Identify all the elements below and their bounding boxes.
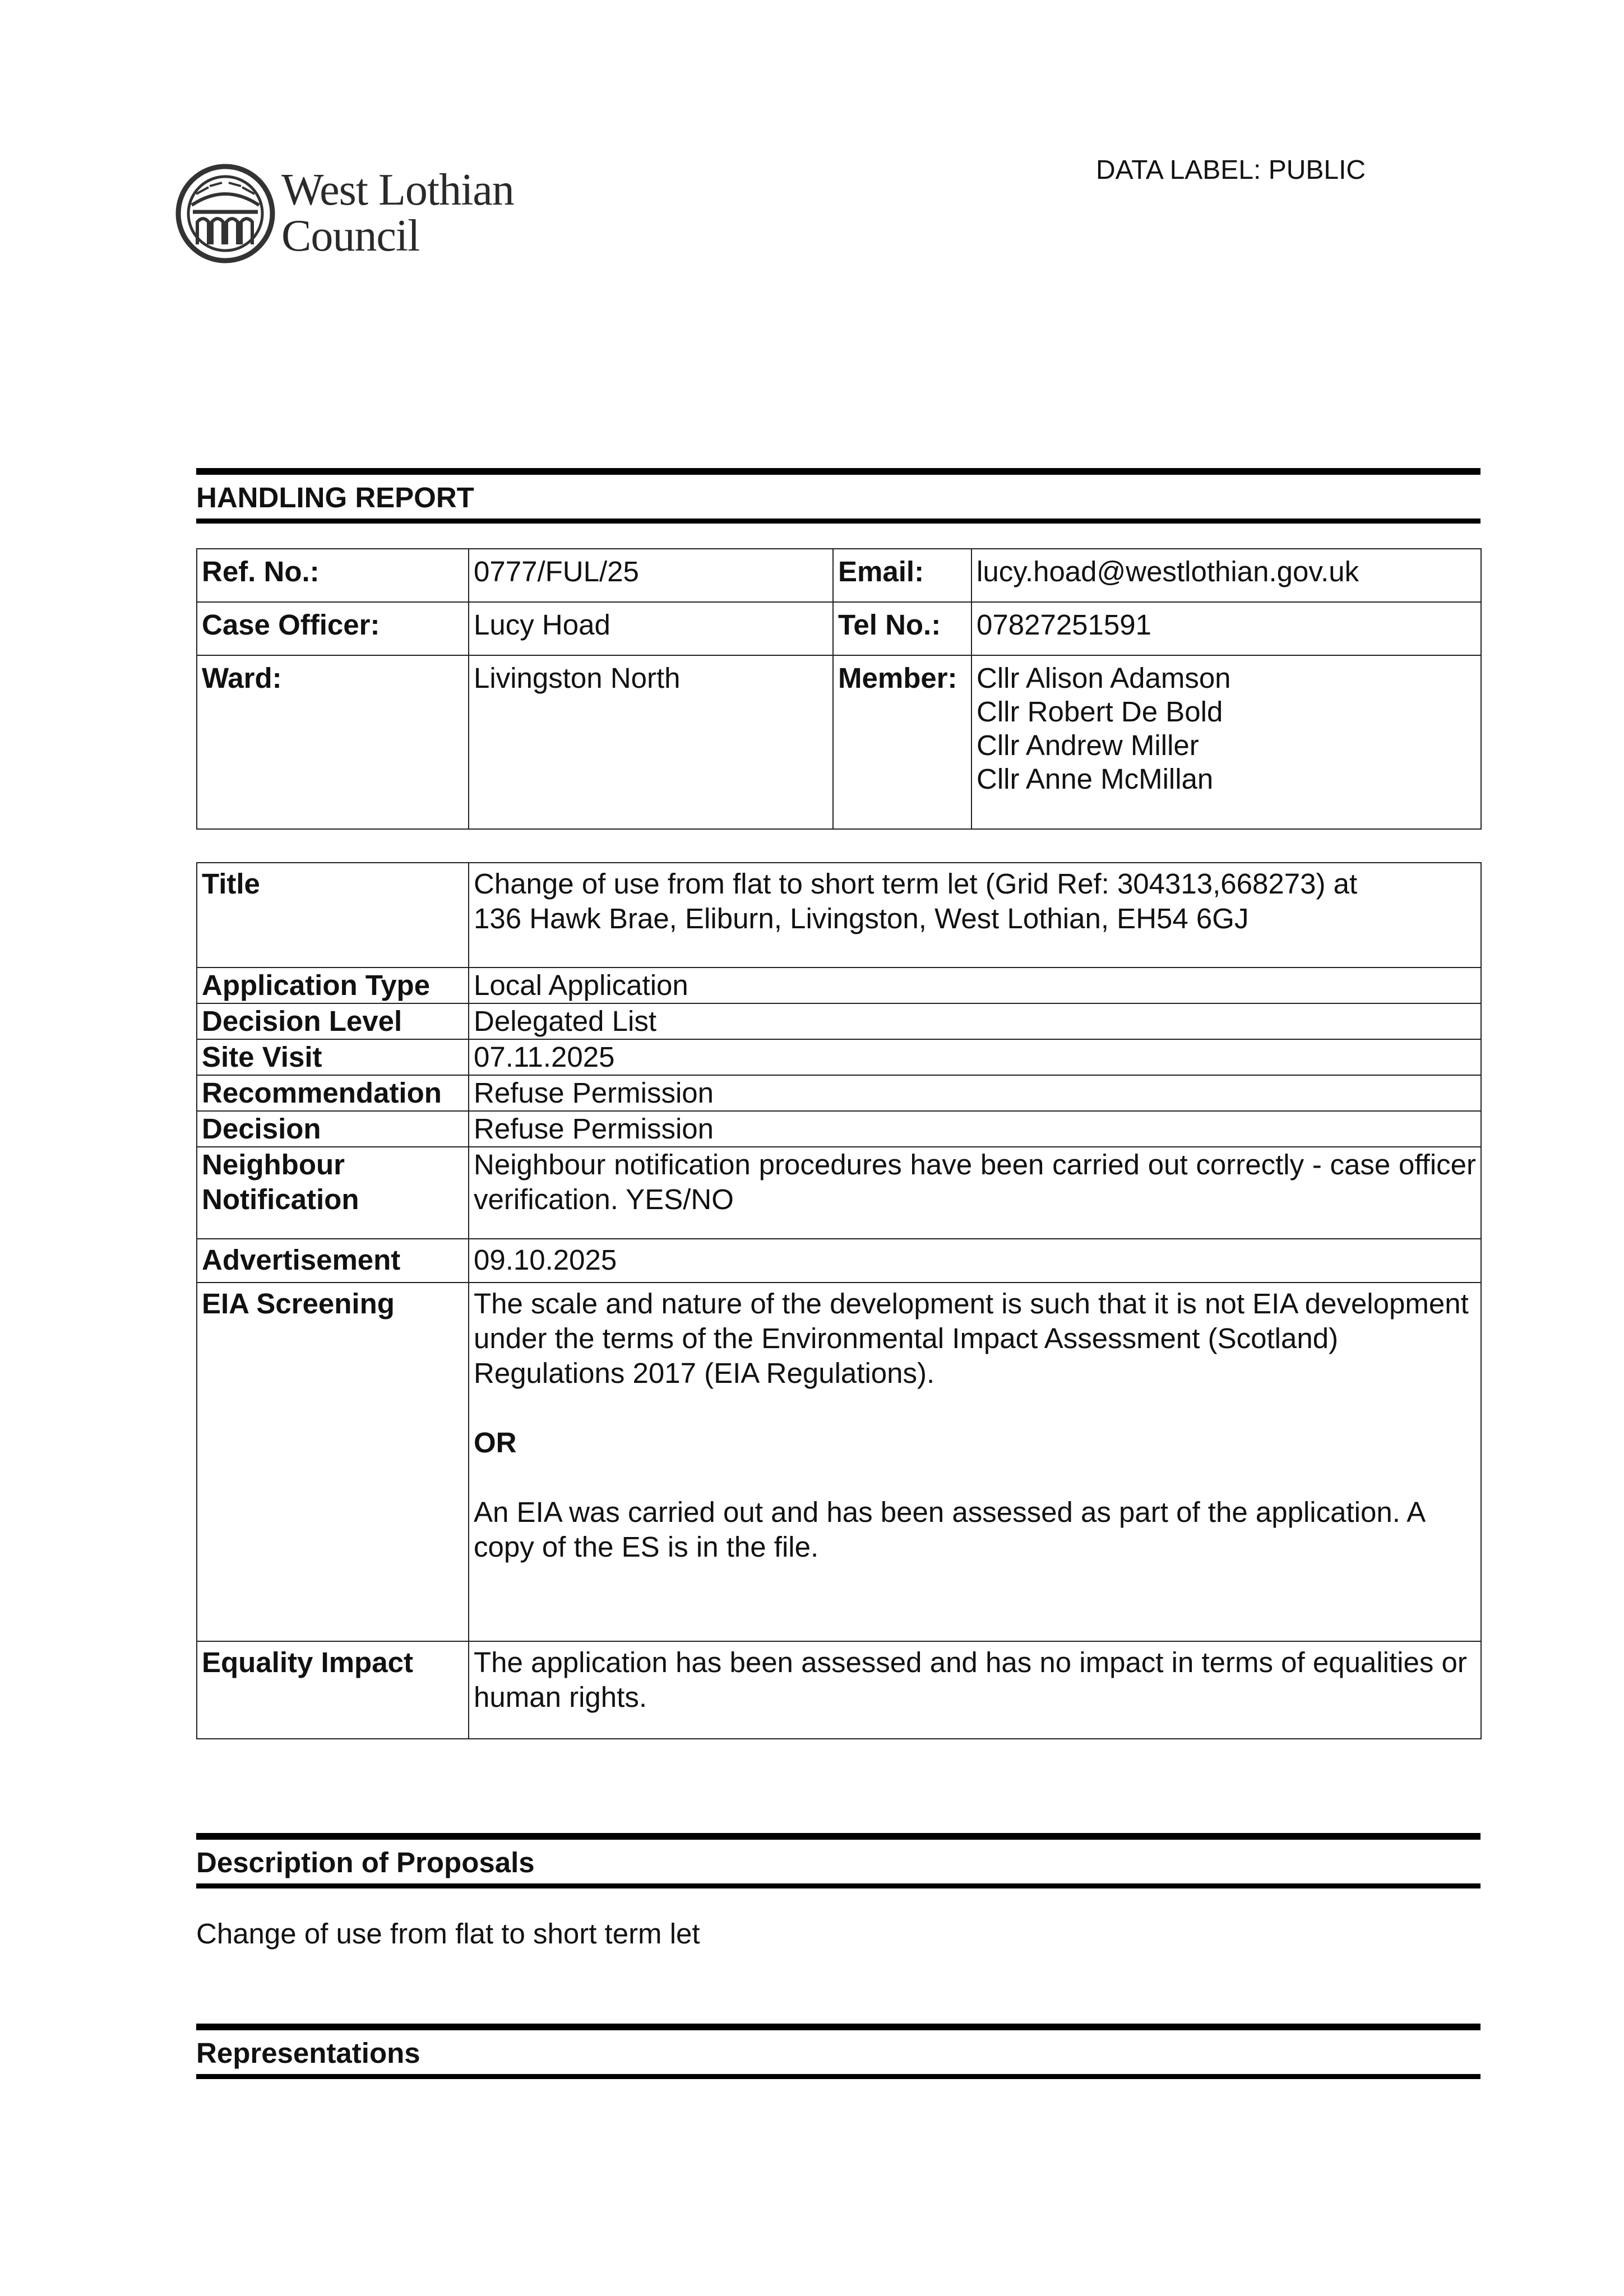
- neighbour-label: [197, 1147, 469, 1239]
- logo-wordmark: [281, 167, 514, 259]
- table-row: [197, 1641, 1481, 1739]
- member-item: Cllr Anne McMillan: [977, 763, 1214, 795]
- table-row: [197, 1239, 1481, 1283]
- table-row: [197, 655, 1481, 829]
- email-label: Email:: [833, 549, 971, 602]
- email-value[interactable]: lucy.hoad@westlothian.gov.uk: [971, 549, 1481, 602]
- recommendation-label: Recommendation: [197, 1075, 469, 1111]
- representations-heading-section: [196, 2024, 1480, 2079]
- table-row: [197, 602, 1481, 655]
- advertisement-value: 09.10.2025: [469, 1239, 1481, 1283]
- table-row: [197, 1111, 1481, 1147]
- representations-heading: Representations: [196, 2037, 420, 2069]
- member-item: Cllr Robert De Bold: [977, 696, 1223, 728]
- title-label: Title: [197, 863, 469, 968]
- member-item: Cllr Andrew Miller: [977, 729, 1199, 761]
- decision-label: Decision: [197, 1111, 469, 1147]
- logo-line-2: Council: [281, 211, 420, 261]
- app-type-label: Application Type: [197, 968, 469, 1003]
- equality-label: Equality Impact: [197, 1641, 469, 1739]
- decision-level-value: Delegated List: [469, 1003, 1481, 1039]
- bottom-rule: [196, 1883, 1480, 1888]
- ward-value: Livingston North: [469, 655, 833, 829]
- description-heading: Description of Proposals: [196, 1846, 535, 1878]
- member-list: [971, 655, 1481, 829]
- recommendation-value: Refuse Permission: [469, 1075, 1481, 1111]
- top-rule: [196, 2024, 1480, 2030]
- table-row: [197, 968, 1481, 1003]
- neighbour-label-line-1: Neighbour: [202, 1149, 345, 1181]
- table-row: [197, 1003, 1481, 1039]
- tel-value: 07827251591: [971, 602, 1481, 655]
- title-line-2: 136 Hawk Brae, Eliburn, Livingston, West Lothian, EH54 6GJ: [474, 902, 1249, 934]
- bottom-rule: [196, 2074, 1480, 2079]
- member-item: Cllr Alison Adamson: [977, 662, 1231, 694]
- table-row: [197, 863, 1481, 968]
- eia-value: [469, 1283, 1481, 1641]
- site-visit-value: 07.11.2025: [469, 1039, 1481, 1075]
- title-line-1: Change of use from flat to short term let (Grid Ref: 304313,668273) at: [474, 868, 1358, 900]
- viaduct-emblem-icon: [175, 160, 276, 267]
- description-heading-section: [196, 1833, 1480, 1888]
- officer-value: Lucy Hoad: [469, 602, 833, 655]
- table-row: [197, 1147, 1481, 1239]
- top-rule: [196, 468, 1480, 475]
- council-logo: [175, 160, 556, 272]
- logo-line-1: West Lothian: [281, 165, 514, 215]
- eia-text-1: The scale and nature of the development is such that it is not EIA development under the terms of the Environmental Impact Assessment (Scotland) Regulations 2017 (EIA Regulations).: [474, 1288, 1469, 1389]
- report-heading-section: [196, 468, 1480, 524]
- report-title: HANDLING REPORT: [196, 482, 474, 513]
- eia-label: EIA Screening: [197, 1283, 469, 1641]
- officer-label: Case Officer:: [197, 602, 469, 655]
- decision-value: Refuse Permission: [469, 1111, 1481, 1147]
- table-row: [197, 1075, 1481, 1111]
- decision-level-label: Decision Level: [197, 1003, 469, 1039]
- neighbour-value: Neighbour notification procedures have been carried out correctly - case officer verification. YES/NO: [469, 1147, 1481, 1239]
- eia-or: OR: [474, 1427, 517, 1459]
- site-visit-label: Site Visit: [197, 1039, 469, 1075]
- details-table: [196, 862, 1482, 1739]
- member-label: Member:: [833, 655, 971, 829]
- table-row: [197, 1039, 1481, 1075]
- advertisement-label: Advertisement: [197, 1239, 469, 1283]
- description-text: Change of use from flat to short term let: [196, 1918, 700, 1950]
- eia-text-2: An EIA was carried out and has been assessed as part of the application. A copy of the ES is in the file.: [474, 1496, 1424, 1563]
- officer-table: [196, 548, 1482, 830]
- neighbour-label-line-2: Notification: [202, 1183, 359, 1215]
- table-row: [197, 549, 1481, 602]
- ward-label: Ward:: [197, 655, 469, 829]
- title-value: [469, 863, 1481, 968]
- tel-label: Tel No.:: [833, 602, 971, 655]
- equality-value: The application has been assessed and has no impact in terms of equalities or human rights.: [469, 1641, 1481, 1739]
- top-rule: [196, 1833, 1480, 1840]
- bottom-rule: [196, 519, 1480, 524]
- app-type-value: Local Application: [469, 968, 1481, 1003]
- table-row: [197, 1283, 1481, 1641]
- data-label: DATA LABEL: PUBLIC: [1096, 155, 1366, 185]
- ref-label: Ref. No.:: [197, 549, 469, 602]
- ref-value: 0777/FUL/25: [469, 549, 833, 602]
